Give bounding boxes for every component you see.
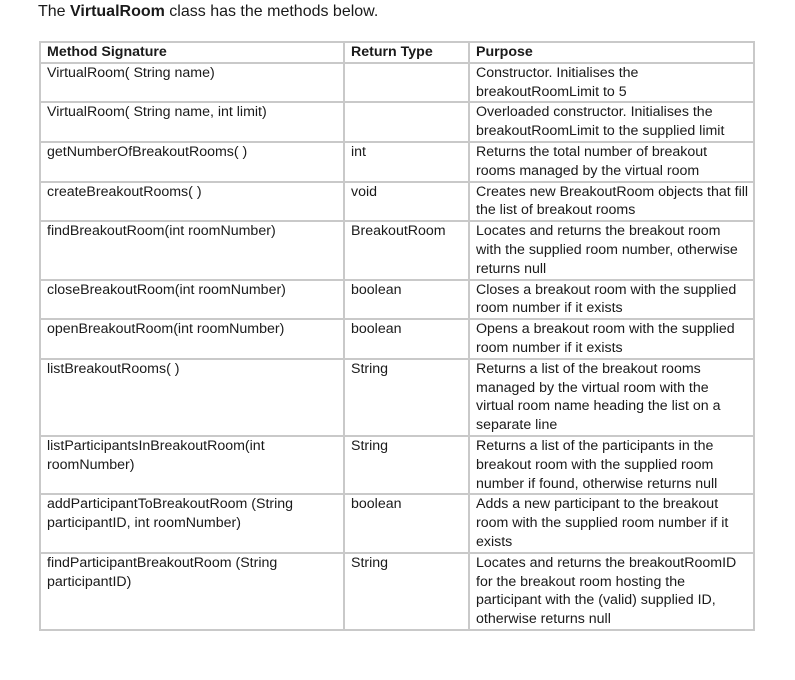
method-signature-cell: VirtualRoom( String name, int limit): [40, 102, 344, 142]
methods-table: [39, 41, 755, 631]
table-row: [40, 436, 754, 494]
return-type-cell: void: [344, 182, 469, 222]
return-type-cell: [344, 63, 469, 103]
method-signature-cell: openBreakoutRoom(int roomNumber): [40, 319, 344, 359]
method-signature-cell: findBreakoutRoom(int roomNumber): [40, 221, 344, 279]
table-row: [40, 63, 754, 103]
return-type-cell: String: [344, 553, 469, 630]
purpose-cell: Overloaded constructor. Initialises the breakoutRoomLimit to the supplied limit: [469, 102, 754, 142]
table-row: [40, 280, 754, 320]
purpose-cell: Closes a breakout room with the supplied room number if it exists: [469, 280, 754, 320]
table-row: [40, 102, 754, 142]
table-row: [40, 359, 754, 436]
method-signature-cell: getNumberOfBreakoutRooms( ): [40, 142, 344, 182]
method-signature-cell: findParticipantBreakoutRoom (String participantID): [40, 553, 344, 630]
return-type-cell: boolean: [344, 494, 469, 552]
purpose-cell: Opens a breakout room with the supplied room number if it exists: [469, 319, 754, 359]
table-header-row: [40, 42, 754, 63]
return-type-cell: boolean: [344, 319, 469, 359]
table-row: [40, 494, 754, 552]
purpose-cell: Creates new BreakoutRoom objects that fill the list of breakout rooms: [469, 182, 754, 222]
method-signature-cell: closeBreakoutRoom(int roomNumber): [40, 280, 344, 320]
header-purpose: Purpose: [469, 42, 754, 63]
intro-text: [38, 2, 378, 22]
purpose-cell: Adds a new participant to the breakout room with the supplied room number if it exists: [469, 494, 754, 552]
return-type-cell: [344, 102, 469, 142]
return-type-cell: boolean: [344, 280, 469, 320]
return-type-cell: String: [344, 436, 469, 494]
intro-prefix: The: [38, 3, 71, 20]
header-method-signature: Method Signature: [40, 42, 344, 63]
return-type-cell: String: [344, 359, 469, 436]
method-signature-cell: listParticipantsInBreakoutRoom(int roomNumber): [40, 436, 344, 494]
table-row: [40, 182, 754, 222]
purpose-cell: Returns a list of the participants in the breakout room with the supplied room number if found, otherwise returns null: [469, 436, 754, 494]
purpose-cell: Constructor. Initialises the breakoutRoomLimit to 5: [469, 63, 754, 103]
table-row: [40, 142, 754, 182]
return-type-cell: int: [344, 142, 469, 182]
method-signature-cell: listBreakoutRooms( ): [40, 359, 344, 436]
purpose-cell: Returns the total number of breakout rooms managed by the virtual room: [469, 142, 754, 182]
method-signature-cell: createBreakoutRooms( ): [40, 182, 344, 222]
purpose-cell: Returns a list of the breakout rooms managed by the virtual room with the virtual room name heading the list on a separate line: [469, 359, 754, 436]
purpose-cell: Locates and returns the breakoutRoomID for the breakout room hosting the participant with the (valid) supplied ID, otherwise returns null: [469, 553, 754, 630]
purpose-cell: Locates and returns the breakout room with the supplied room number, otherwise returns null: [469, 221, 754, 279]
return-type-cell: BreakoutRoom: [344, 221, 469, 279]
intro-suffix: class has the methods below.: [164, 3, 379, 20]
table-row: [40, 319, 754, 359]
method-signature-cell: VirtualRoom( String name): [40, 63, 344, 103]
method-signature-cell: addParticipantToBreakoutRoom (String participantID, int roomNumber): [40, 494, 344, 552]
table-row: [40, 553, 754, 630]
header-return-type: Return Type: [344, 42, 469, 63]
table-row: [40, 221, 754, 279]
intro-class-name: VirtualRoom: [70, 3, 165, 20]
